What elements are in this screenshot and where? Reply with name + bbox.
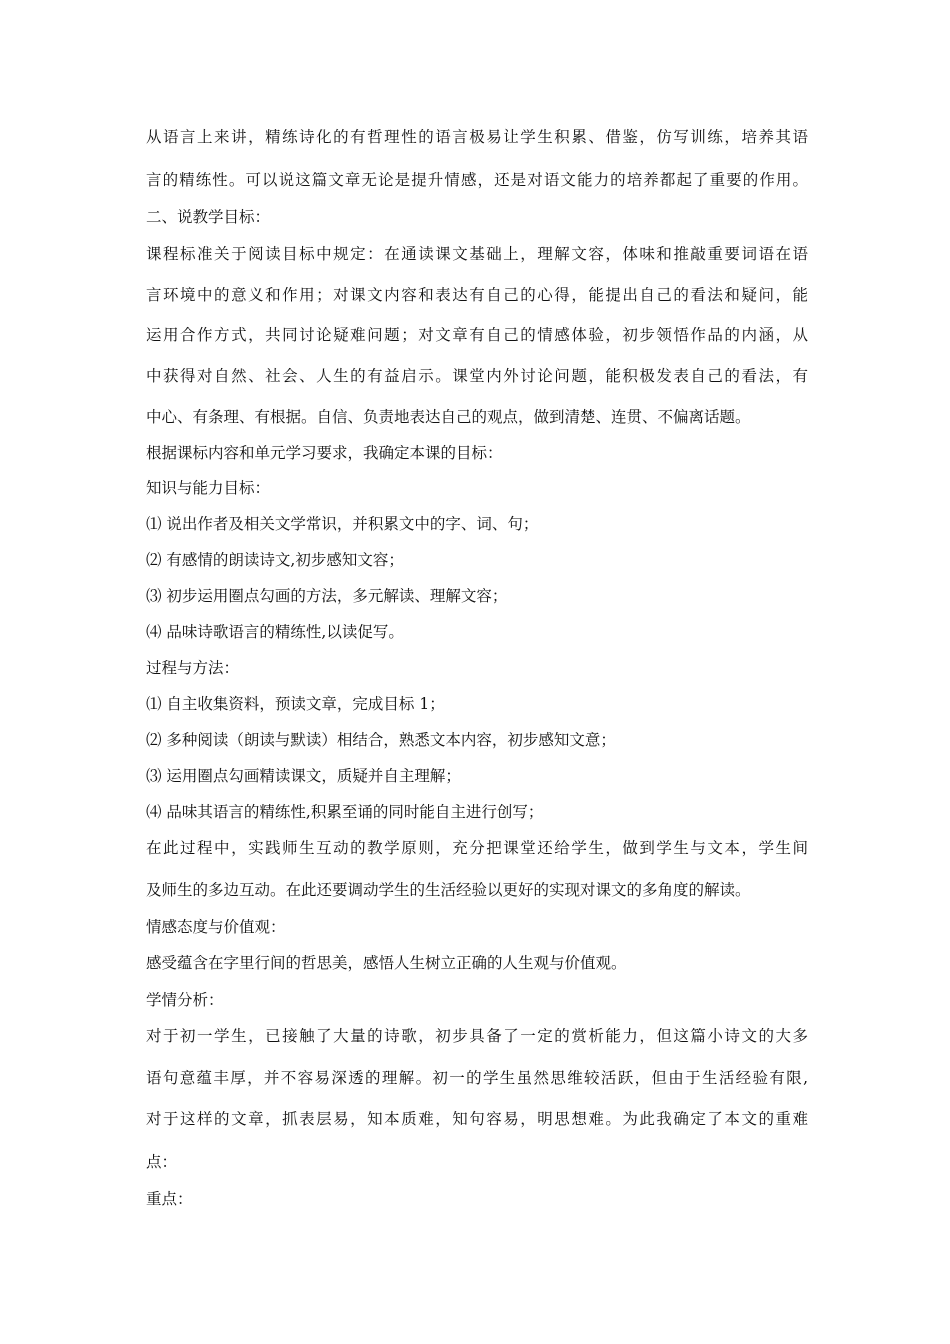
text-line: 在此过程中，实践师生互动的教学原则，充分把课堂还给学生，做到学生与文本，学生间 <box>146 839 808 857</box>
subheading: 知识与能力目标： <box>146 479 271 497</box>
text-line: 对于这样的文章，抓表层易，知本质难，知句容易，明思想难。为此我确定了本文的重难 <box>146 1110 808 1128</box>
list-item: ⑵ 多种阅读（朗读与默读）相结合，熟悉文本内容，初步感知文意； <box>146 731 616 749</box>
list-item: ⑷ 品味诗歌语言的精练性,以读促写。 <box>146 623 404 641</box>
list-item: ⑴ 说出作者及相关文学常识，并积累文中的字、词、句； <box>146 515 539 533</box>
subheading: 学情分析： <box>146 991 224 1009</box>
text-line: 言环境中的意义和作用；对课文内容和表达有自己的心得，能提出自己的看法和疑问，能 <box>146 286 808 304</box>
list-item: ⑷ 品味其语言的精练性,积累至诵的同时能自主进行创写； <box>146 803 544 821</box>
section-heading: 二、说教学目标： <box>146 208 271 226</box>
text-line: 课程标准关于阅读目标中规定：在通读课文基础上，理解文容，体味和推敲重要词语在语 <box>146 245 808 263</box>
text-line: 感受蕴含在字里行间的哲思美，感悟人生树立正确的人生观与价值观。 <box>146 954 627 972</box>
text-line: 运用合作方式，共同讨论疑难问题；对文章有自己的情感体验，初步领悟作品的内涵，从 <box>146 326 808 344</box>
list-item: ⑶ 初步运用圈点勾画的方法，多元解读、理解文容； <box>146 587 508 605</box>
text-line: 及师生的多边互动。在此还要调动学生的生活经验以更好的实现对课文的多角度的解读。 <box>146 881 751 899</box>
subheading: 过程与方法： <box>146 659 240 677</box>
text-line: 点： <box>146 1153 178 1171</box>
list-item: ⑶ 运用圈点勾画精读课文，质疑并自主理解； <box>146 767 461 785</box>
text-line: 从语言上来讲，精练诗化的有哲理性的语言极易让学生积累、借鉴，仿写训练，培养其语 <box>146 128 808 146</box>
subheading: 重点： <box>146 1190 193 1208</box>
text-line: 对于初一学生，已接触了大量的诗歌，初步具备了一定的赏析能力，但这篇小诗文的大多 <box>146 1027 808 1045</box>
text-line: 根据课标内容和单元学习要求，我确定本课的目标： <box>146 444 503 462</box>
text-line: 语句意蕴丰厚，并不容易深透的理解。初一的学生虽然思维较活跃，但由于生活经验有限, <box>146 1069 808 1087</box>
list-item: ⑴ 自主收集资料，预读文章，完成目标 1； <box>146 695 445 713</box>
subheading: 情感态度与价值观： <box>146 918 286 936</box>
text-line: 言的精练性。可以说这篇文章无论是提升情感，还是对语文能力的培养都起了重要的作用。 <box>146 171 808 189</box>
text-line: 中获得对自然、社会、人生的有益启示。课堂内外讨论问题，能积极发表自己的看法，有 <box>146 367 808 385</box>
list-item: ⑵ 有感情的朗读诗文,初步感知文容； <box>146 551 404 569</box>
text-line: 中心、有条理、有根据。自信、负责地表达自己的观点，做到清楚、连贯、不偏离话题。 <box>146 408 751 426</box>
